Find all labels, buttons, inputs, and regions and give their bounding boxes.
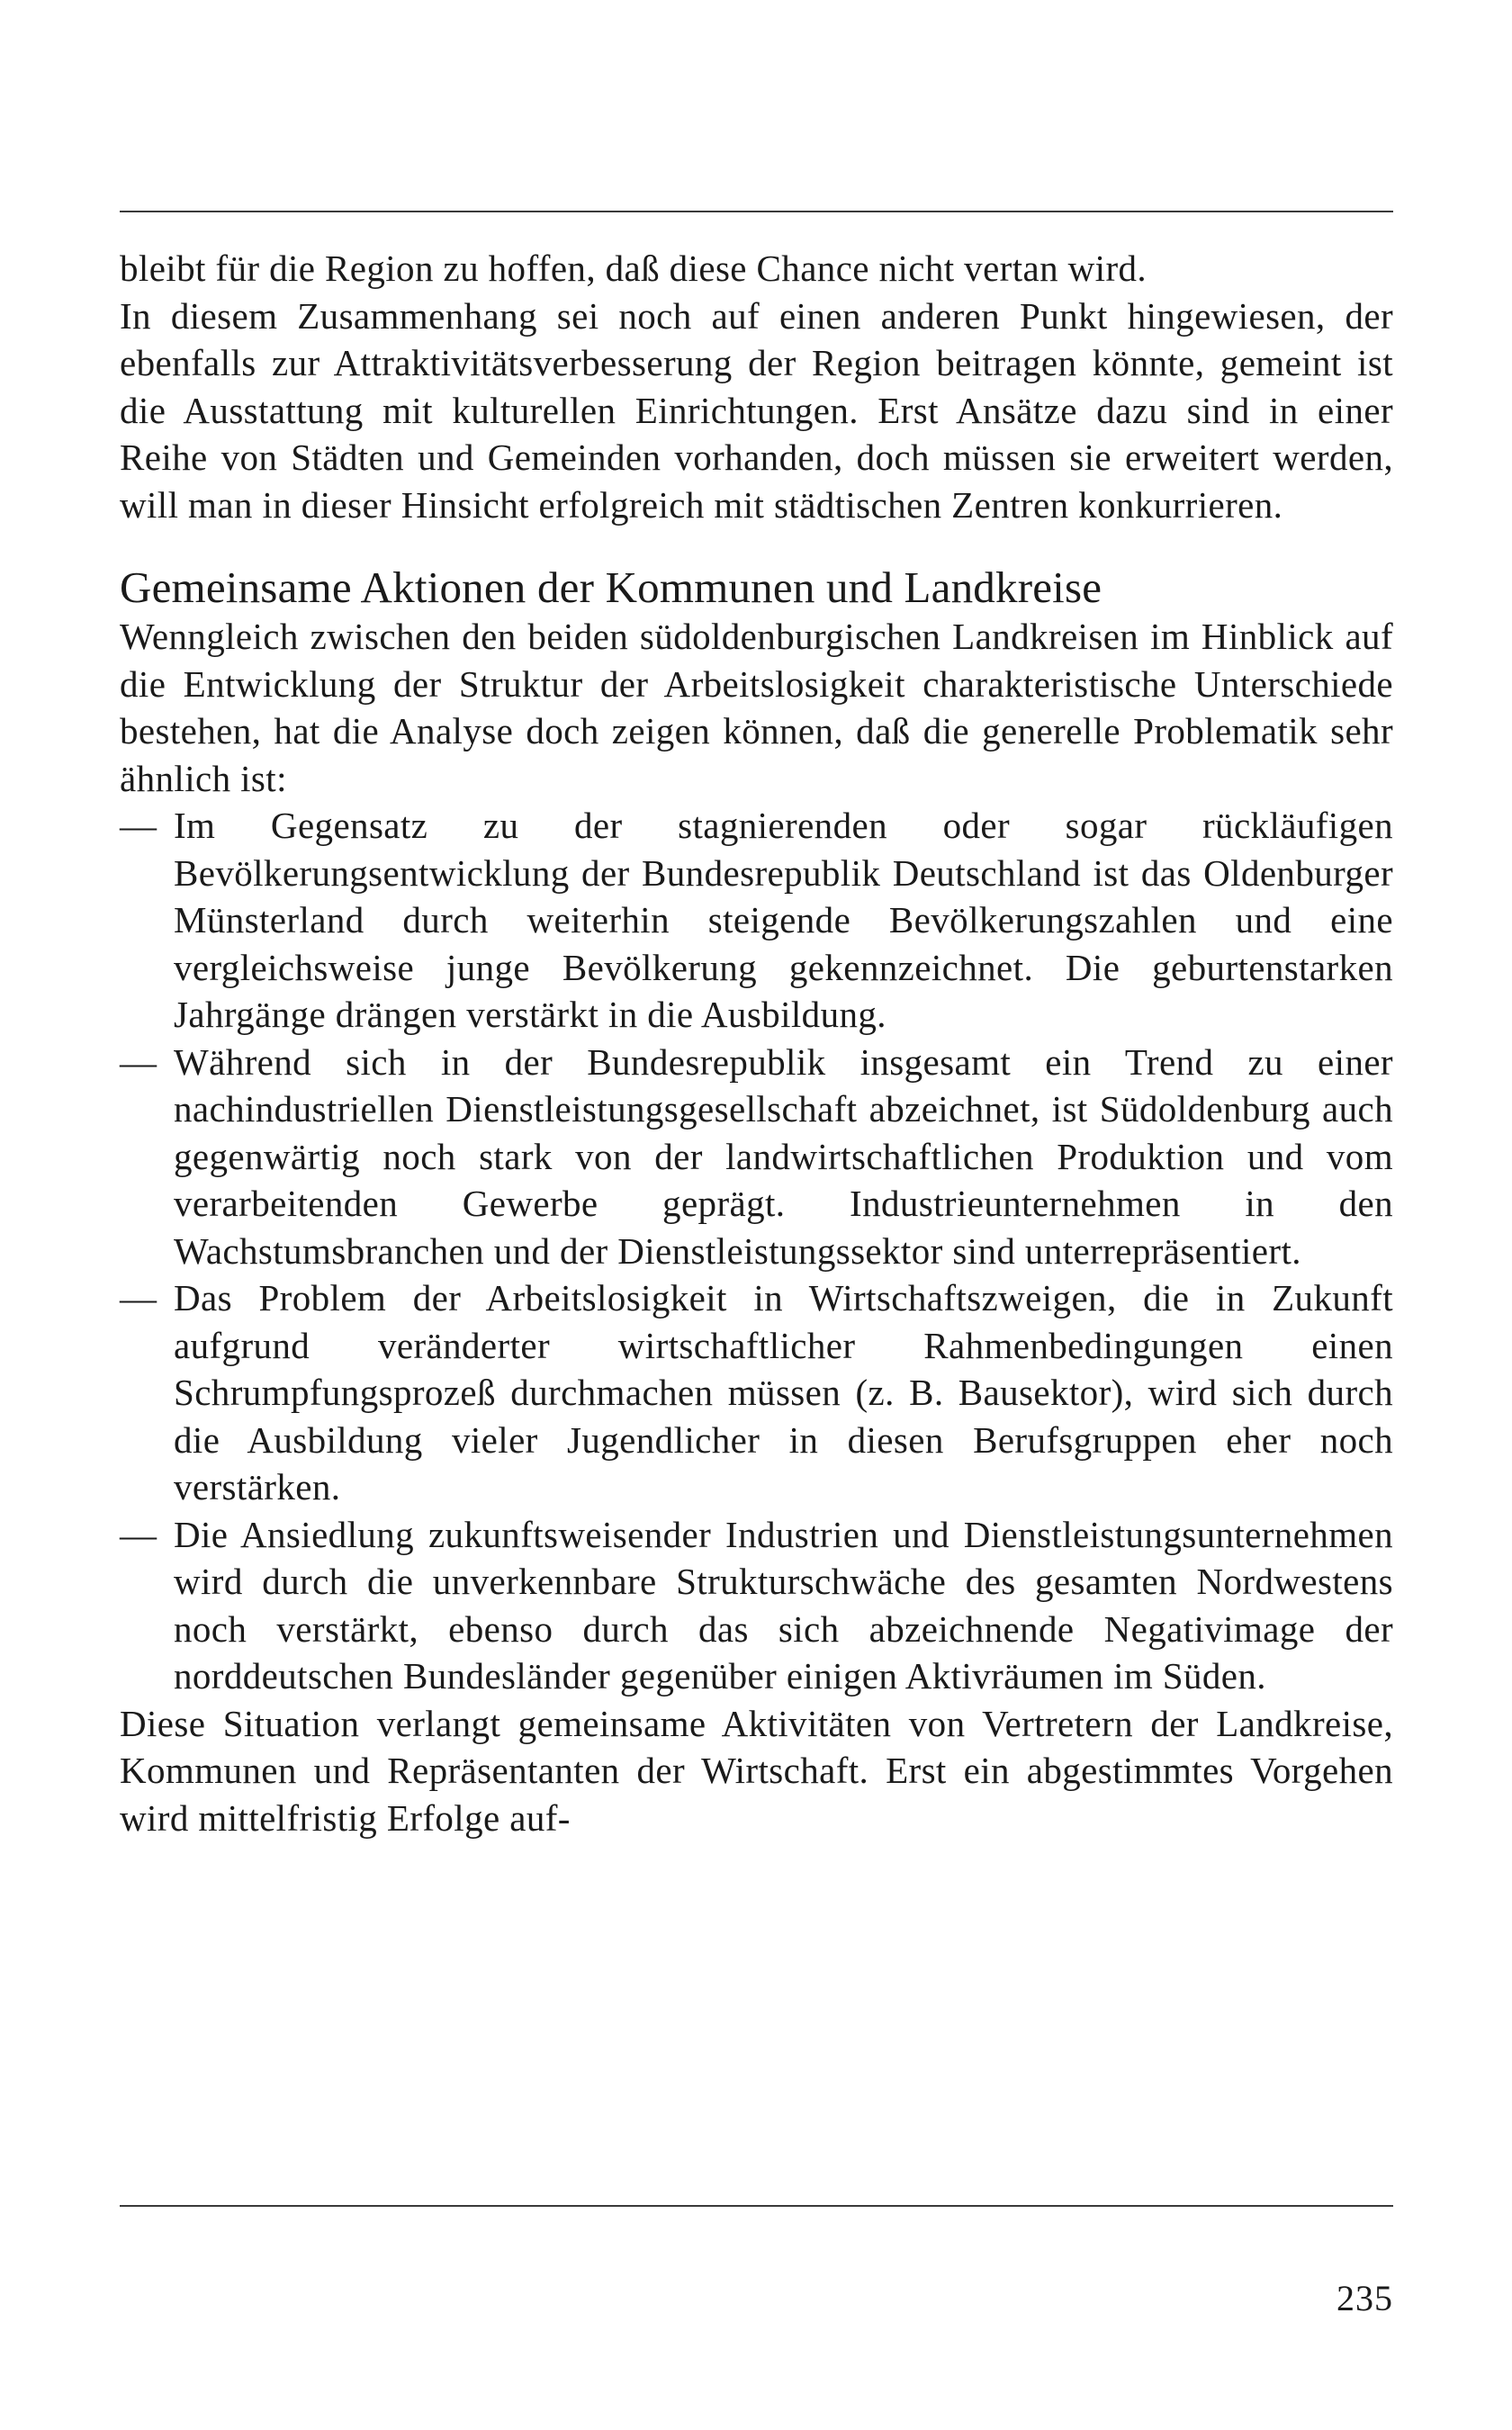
top-rule [120,211,1393,212]
bullet-text: Im Gegensatz zu der stagnierenden oder sogar rückläufigen Bevölkerungsentwicklung der Bundesrepublik Deutschland ist das Oldenburger Münsterland durch weiterhin steigende Bevölkerungszahlen und eine vergleichsweise junge Bevölkerung gekennzeichnet. Die geburtenstarken Jahrgänge drängen verstärkt in die Ausbildung. [174,805,1393,1035]
bullet-list [120,802,1393,1700]
bullet-item [120,1039,1393,1275]
dash-marker: — [120,805,158,846]
section-heading: Gemeinsame Aktionen der Kommunen und Landkreise [120,562,1102,612]
paragraph-closing: Diese Situation verlangt gemeinsame Aktivitäten von Vertretern der Landkreise, Kommunen und Repräsentanten der Wirtschaft. Erst ein abgestimmtes Vorgehen wird mittelfristig Erfolge auf- [120,1702,1393,1839]
bullet-item [120,802,1393,1039]
dash-marker: — [120,1277,158,1318]
bullet-item [120,1511,1393,1700]
paragraph-continuation: bleibt für die Region zu hoffen, daß diese Chance nicht vertan wird. [120,248,1148,289]
dash-marker: — [120,1040,158,1083]
page-body [120,245,1393,1841]
dash-marker: — [120,1513,158,1555]
bullet-text: Die Ansiedlung zukunftsweisender Industrien und Dienstleistungsunternehmen wird durch die unverkennbare Strukturschwäche des gesamten Nordwestens noch verstärkt, ebenso durch das sich abzeichnende Negativimage der norddeutschen Bundesländer gegenüber einigen Aktivräumen im Süden. [174,1513,1393,1696]
paragraph-culture: In diesem Zusammenhang sei noch auf einen anderen Punkt hingewiesen, der ebenfalls zur Attraktivitätsverbesserung der Region beitragen könnte, gemeint ist die Ausstattung mit kulturellen Einrichtungen. Erst Ansätze dazu sind in einer Reihe von Städten und Gemeinden vorhanden, doch müssen sie erweitert werden, will man in dieser Hinsicht erfolgreich mit städtischen Zentren konkurrieren. [120,294,1393,526]
bottom-rule [120,2205,1393,2207]
bullet-text: Das Problem der Arbeitslosigkeit in Wirtschaftszweigen, die in Zukunft aufgrund veränderter wirtschaftlicher Rahmenbedingungen einen Schrumpfungsprozeß durchmachen müssen (z. B. Bausektor), wird sich durch die Ausbildung vieler Jugendlicher in diesen Berufsgruppen eher noch verstärken. [174,1277,1393,1508]
bullet-item [120,1274,1393,1511]
page-number: 235 [1336,2278,1393,2318]
paragraph-intro: Wenngleich zwischen den beiden südoldenburgischen Landkreisen im Hinblick auf die Entwicklung der Struktur der Arbeitslosigkeit charakteristische Unterschiede bestehen, hat die Analyse doch zeigen können, daß die generelle Problematik sehr ähnlich ist: [120,616,1393,799]
bullet-text: Während sich in der Bundesrepublik insgesamt ein Trend zu einer nachindustriellen Dienstleistungsgesellschaft abzeichnet, ist Südoldenburg auch gegenwärtig noch stark von der landwirtschaftlichen Produktion und vom verarbeitenden Gewerbe geprägt. Industrieunternehmen in den Wachstumsbranchen und der Dienstleistungssektor sind unterrepräsentiert. [174,1040,1393,1272]
